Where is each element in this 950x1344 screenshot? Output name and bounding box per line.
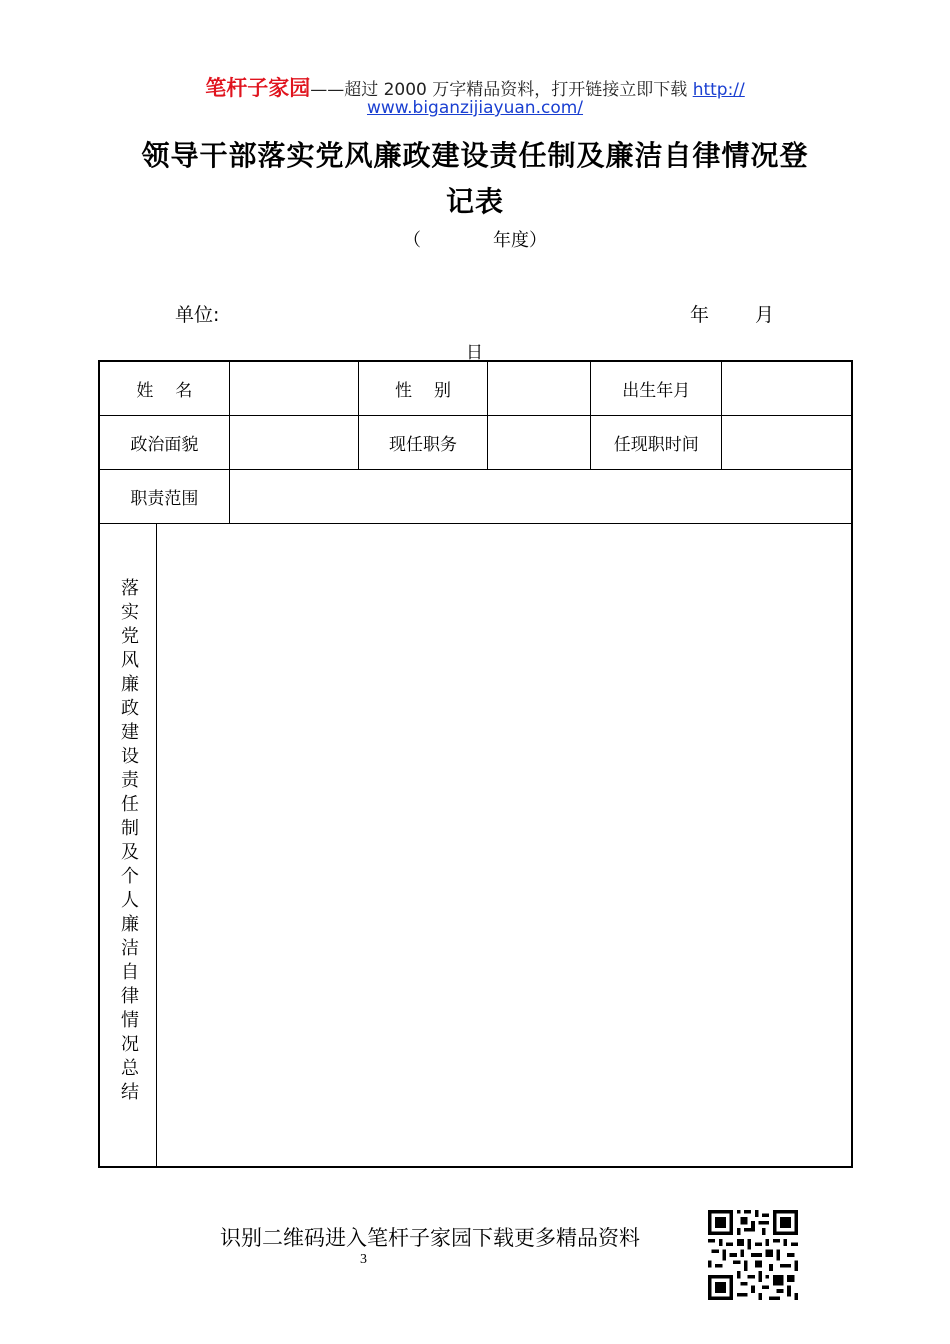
summary-value-cell[interactable]: [156, 523, 852, 1167]
banner-link-part1[interactable]: http://: [692, 80, 745, 100]
year-line: [0, 226, 950, 252]
qr-code-icon[interactable]: [708, 1210, 798, 1300]
year-label: 年度）: [493, 230, 547, 251]
duties-value-cell[interactable]: [229, 469, 852, 523]
footer-qr-prompt: 识别二维码进入笔杆子家园下载更多精品资料: [220, 1226, 640, 1250]
political-value-cell[interactable]: [229, 415, 358, 469]
birth-label-cell: 出生年月: [591, 361, 722, 415]
table-row-basic-info: [99, 361, 852, 415]
year-open-paren: （: [403, 230, 421, 251]
position-value-cell[interactable]: [487, 415, 591, 469]
gender-label-cell: 性别: [359, 361, 488, 415]
table-row-position-info: [99, 415, 852, 469]
table-row-summary: [99, 523, 852, 1167]
tenure-label-cell: 任现职时间: [591, 415, 722, 469]
document-title-line2: 记表: [445, 185, 504, 218]
name-label-cell: 姓名: [99, 361, 229, 415]
birth-value-cell[interactable]: [721, 361, 852, 415]
position-label-cell: 现任职务: [359, 415, 488, 469]
summary-label-text: 落实党风廉政建设责任制及个人廉洁自律情况总结: [117, 578, 139, 1107]
document-title-line1: 领导干部落实党风廉政建设责任制及廉洁自律情况登: [141, 139, 809, 172]
summary-label-cell: [99, 523, 156, 1167]
political-label-cell: 政治面貌: [99, 415, 229, 469]
table-row-duties: [99, 469, 852, 523]
banner-slogan: ——超过 2000 万字精品资料，打开链接立即下载: [310, 80, 693, 100]
gender-value-cell[interactable]: [487, 361, 591, 415]
banner-link-part2[interactable]: www.biganzijiayuan.com/: [366, 98, 584, 118]
page-number: 3: [360, 1252, 367, 1267]
unit-label: 单位:: [175, 304, 220, 326]
date-day-label: 日: [466, 343, 483, 363]
tenure-value-cell[interactable]: [721, 415, 852, 469]
duties-label-cell: 职责范围: [99, 469, 229, 523]
site-banner-line2: [0, 98, 950, 118]
date-month-label: 月: [755, 304, 775, 326]
brand-name: 笔杆子家园: [205, 76, 311, 100]
registration-form-table: [98, 360, 853, 1168]
date-year-label: 年: [690, 304, 710, 326]
name-value-cell[interactable]: [229, 361, 358, 415]
